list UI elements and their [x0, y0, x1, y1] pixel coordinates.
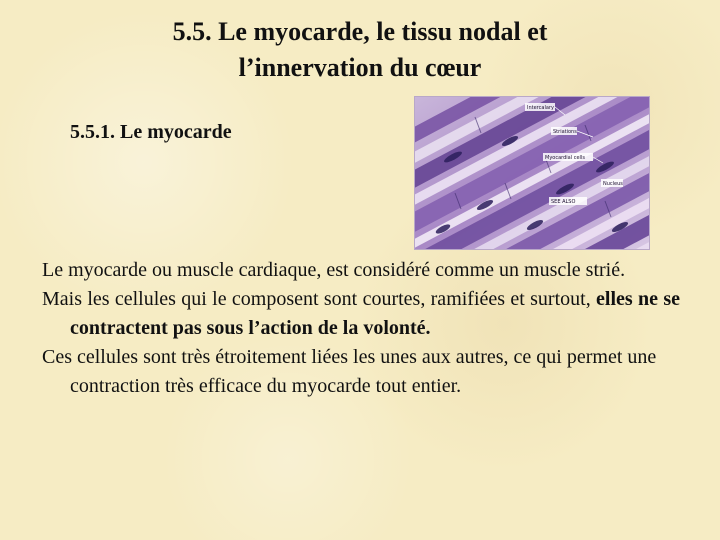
paragraph-2-bold: elles ne se contractent pas sous l’action de la volonté. — [70, 288, 680, 339]
micro-label-5: SEE ALSO — [551, 199, 576, 205]
slide-title — [90, 14, 630, 86]
micro-label-4: Nucleus — [603, 181, 623, 187]
slide-title-line-2: l’innervation du cœur — [238, 53, 482, 82]
micro-label-1: Intercalary — [527, 105, 554, 111]
micrograph-drawing — [415, 97, 649, 249]
myocardium-micrograph — [414, 96, 650, 250]
paragraph-2 — [42, 285, 680, 343]
paragraph-2-text: Mais les cellules qui le composent sont courtes, ramifiées et surtout, — [42, 288, 597, 310]
slide-title-line-1: 5.5. Le myocarde, le tissu nodal et — [172, 17, 548, 46]
micro-label-3: Myocardial cells — [545, 155, 585, 161]
micro-label-2: Striations — [553, 129, 577, 135]
paragraph-1: Le myocarde ou muscle cardiaque, est considéré comme un muscle strié. — [42, 259, 626, 281]
paragraph-3: Ces cellules sont très étroitement liées les unes aux autres, ce qui permet une contraction très efficace du myocarde tout entier. — [42, 346, 657, 397]
body-text — [42, 256, 680, 401]
section-subtitle: 5.5.1. Le myocarde — [70, 121, 232, 143]
